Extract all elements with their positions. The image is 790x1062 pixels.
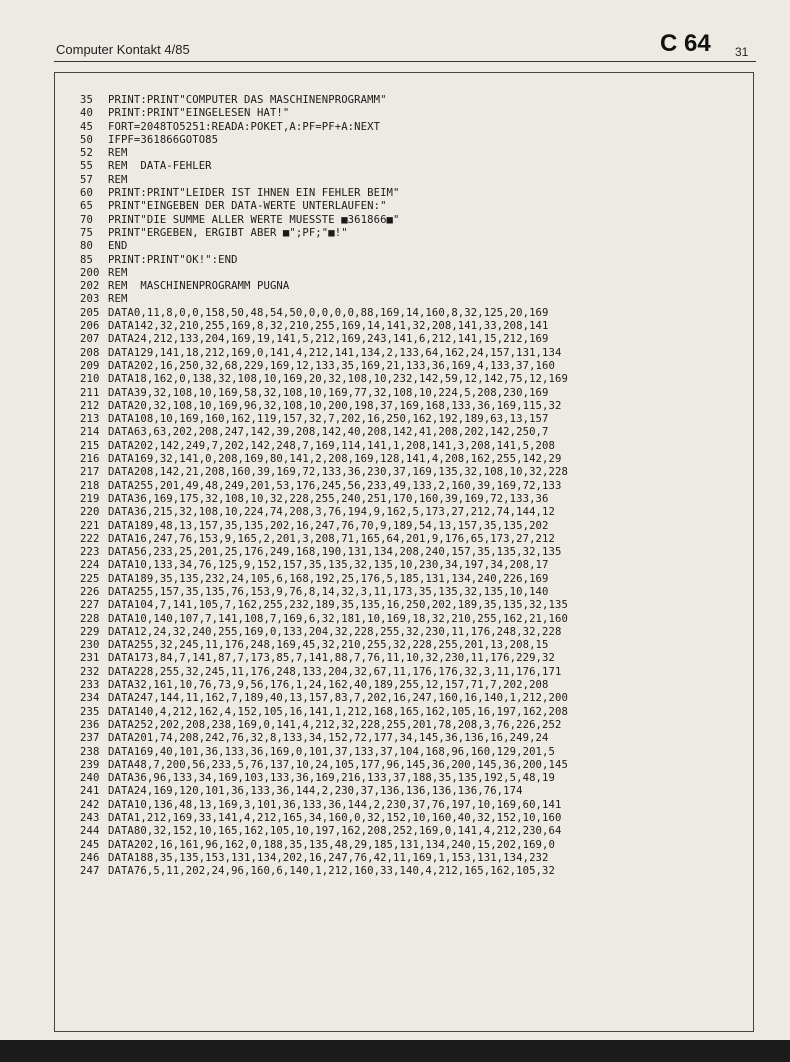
listing-line (80, 200, 568, 213)
line-number: 223 (80, 546, 100, 559)
line-code: DATA140,4,212,162,4,152,105,16,141,1,212,168,165,162,105,16,197,162,208 (108, 705, 568, 718)
line-number: 40 (80, 107, 93, 120)
line-number: 222 (80, 532, 100, 545)
line-number: 205 (80, 306, 100, 319)
listing-line (80, 107, 568, 120)
line-code: DATA202,16,250,32,68,229,169,12,133,35,169,21,133,36,169,4,133,37,160 (108, 359, 555, 372)
page-number: 31 (735, 45, 749, 59)
listing-line (80, 759, 568, 772)
line-code: DATA0,11,8,0,0,158,50,48,54,50,0,0,0,0,88,169,14,160,8,32,125,20,169 (108, 306, 549, 319)
basic-listing (80, 94, 568, 879)
line-code: DATA255,157,35,135,76,153,9,76,8,14,32,3,11,173,35,135,32,135,10,140 (108, 585, 549, 598)
line-code: DATA255,32,245,11,176,248,169,45,32,210,255,32,228,255,201,13,208,15 (108, 639, 549, 652)
listing-line (80, 706, 568, 719)
line-code: DATA10,136,48,13,169,3,101,36,133,36,144,2,230,37,76,197,10,169,60,141 (108, 798, 562, 811)
listing-line (80, 586, 568, 599)
line-code: DATA142,32,210,255,169,8,32,210,255,169,14,141,32,208,141,33,208,141 (108, 320, 549, 333)
line-number: 219 (80, 492, 100, 505)
line-code: DATA201,74,208,242,76,32,8,133,34,152,72,177,34,145,36,136,16,249,24 (108, 732, 549, 745)
line-number: 85 (80, 253, 93, 266)
line-code: DATA188,35,135,153,131,134,202,16,247,76,42,11,169,1,153,131,134,232 (108, 851, 549, 864)
line-number: 75 (80, 226, 93, 239)
listing-line (80, 267, 568, 280)
line-code: REM (108, 266, 128, 279)
listing-line (80, 293, 568, 306)
line-code: DATA228,255,32,245,11,176,248,133,204,32,67,11,176,176,32,3,11,176,171 (108, 665, 562, 678)
listing-line (80, 480, 568, 493)
listing-line (80, 360, 568, 373)
listing-line (80, 333, 568, 346)
listing-line (80, 865, 568, 878)
line-number: 238 (80, 745, 100, 758)
line-code: DATA108,10,169,160,162,119,157,32,7,202,16,250,162,192,189,63,13,157 (108, 413, 549, 426)
line-code: DATA1,212,169,33,141,4,212,165,34,160,0,32,152,10,160,40,32,152,10,160 (108, 812, 562, 825)
line-number: 55 (80, 160, 93, 173)
line-number: 50 (80, 133, 93, 146)
line-number: 245 (80, 838, 100, 851)
listing-line (80, 240, 568, 253)
line-code: DATA80,32,152,10,165,162,105,10,197,162,208,252,169,0,141,4,212,230,64 (108, 825, 562, 838)
line-number: 214 (80, 426, 100, 439)
line-code: PRINT"ERGEBEN, ERGIBT ABER ■";PF;"■!" (108, 226, 348, 239)
line-code: DATA12,24,32,240,255,169,0,133,204,32,228,255,32,230,11,176,248,32,228 (108, 625, 562, 638)
line-code: REM (108, 173, 128, 186)
line-code: FORT=2048TO5251:READA:POKET,A:PF=PF+A:NEXT (108, 120, 381, 133)
line-number: 211 (80, 386, 100, 399)
line-number: 208 (80, 346, 100, 359)
listing-line (80, 94, 568, 107)
listing-line (80, 812, 568, 825)
line-code: PRINT"DIE SUMME ALLER WERTE MUESSTE ■361866■" (108, 213, 400, 226)
listing-line (80, 533, 568, 546)
line-number: 224 (80, 559, 100, 572)
line-number: 60 (80, 187, 93, 200)
line-code: DATA20,32,108,10,169,96,32,108,10,200,198,37,169,168,133,36,169,115,32 (108, 399, 562, 412)
line-code: PRINT"EINGEBEN DER DATA-WERTE UNTERLAUFEN:" (108, 200, 387, 213)
line-code: DATA36,169,175,32,108,10,32,228,255,240,251,170,160,39,169,72,133,36 (108, 492, 549, 505)
line-code: DATA189,35,135,232,24,105,6,168,192,25,176,5,185,131,134,240,226,169 (108, 572, 549, 585)
line-code: PRINT:PRINT"EINGELESEN HAT!" (108, 107, 290, 120)
listing-line (80, 520, 568, 533)
line-number: 244 (80, 825, 100, 838)
listing-line (80, 506, 568, 519)
line-code: DATA32,161,10,76,73,9,56,176,1,24,162,40,189,255,12,157,71,7,202,208 (108, 679, 549, 692)
line-code: DATA48,7,200,56,233,5,76,137,10,24,105,177,96,145,36,200,145,36,200,145 (108, 758, 568, 771)
line-code: DATA169,40,101,36,133,36,169,0,101,37,133,37,104,168,96,160,129,201,5 (108, 745, 555, 758)
line-number: 52 (80, 147, 93, 160)
listing-line (80, 799, 568, 812)
line-number: 70 (80, 213, 93, 226)
line-code: DATA129,141,18,212,169,0,141,4,212,141,134,2,133,64,162,24,157,131,134 (108, 346, 562, 359)
line-number: 213 (80, 413, 100, 426)
line-code: REM DATA-FEHLER (108, 160, 212, 173)
listing-line (80, 413, 568, 426)
listing-line (80, 652, 568, 665)
listing-line (80, 852, 568, 865)
section-title: C 64 (660, 30, 711, 57)
line-code: DATA63,63,202,208,247,142,39,208,142,40,208,142,41,208,202,142,250,7 (108, 426, 549, 439)
line-number: 241 (80, 785, 100, 798)
listing-line (80, 373, 568, 386)
line-code: PRINT:PRINT"OK!":END (108, 253, 238, 266)
listing-line (80, 400, 568, 413)
line-code: REM MASCHINENPROGRAMM PUGNA (108, 280, 290, 293)
line-number: 57 (80, 173, 93, 186)
line-number: 228 (80, 612, 100, 625)
line-number: 218 (80, 479, 100, 492)
listing-line (80, 719, 568, 732)
line-code: DATA208,142,21,208,160,39,169,72,133,36,230,37,169,135,32,108,10,32,228 (108, 466, 568, 479)
line-code: REM (108, 293, 128, 306)
line-code: REM (108, 147, 128, 160)
listing-line (80, 174, 568, 187)
line-code: DATA247,144,11,162,7,189,40,13,157,83,7,202,16,247,160,16,140,1,212,200 (108, 692, 568, 705)
line-code: DATA202,142,249,7,202,142,248,7,169,114,141,1,208,141,3,208,141,5,208 (108, 439, 555, 452)
line-number: 207 (80, 333, 100, 346)
line-number: 230 (80, 639, 100, 652)
listing-line (80, 160, 568, 173)
line-number: 203 (80, 293, 100, 306)
line-number: 246 (80, 851, 100, 864)
line-code: DATA255,201,49,48,249,201,53,176,245,56,233,49,133,2,160,39,169,72,133 (108, 479, 562, 492)
line-number: 206 (80, 320, 100, 333)
listing-line (80, 559, 568, 572)
line-code: DATA16,247,76,153,9,165,2,201,3,208,71,165,64,201,9,176,65,173,27,212 (108, 532, 555, 545)
line-number: 247 (80, 865, 100, 878)
line-code: DATA10,133,34,76,125,9,152,157,35,135,32,135,10,230,34,197,34,208,17 (108, 559, 549, 572)
listing-line (80, 227, 568, 240)
scan-bottom-edge (0, 1040, 790, 1062)
line-number: 217 (80, 466, 100, 479)
listing-line (80, 746, 568, 759)
listing-line (80, 320, 568, 333)
listing-line (80, 121, 568, 134)
line-code: DATA18,162,0,138,32,108,10,169,20,32,108,10,232,142,59,12,142,75,12,169 (108, 373, 568, 386)
line-number: 234 (80, 692, 100, 705)
line-code: DATA39,32,108,10,169,58,32,108,10,169,77,32,108,10,224,5,208,230,169 (108, 386, 549, 399)
listing-line (80, 639, 568, 652)
line-number: 225 (80, 572, 100, 585)
line-number: 227 (80, 599, 100, 612)
line-code: DATA24,212,133,204,169,19,141,5,212,169,243,141,6,212,141,15,212,169 (108, 333, 549, 346)
listing-line (80, 466, 568, 479)
listing-line (80, 426, 568, 439)
line-code: DATA36,96,133,34,169,103,133,36,169,216,133,37,188,35,135,192,5,48,19 (108, 772, 555, 785)
line-number: 216 (80, 453, 100, 466)
line-number: 233 (80, 679, 100, 692)
line-number: 240 (80, 772, 100, 785)
listing-line (80, 666, 568, 679)
listing-line (80, 280, 568, 293)
line-number: 221 (80, 519, 100, 532)
listing-line (80, 573, 568, 586)
listing-line (80, 387, 568, 400)
line-code: PRINT:PRINT"COMPUTER DAS MASCHINENPROGRAMM" (108, 94, 387, 106)
line-code: DATA202,16,161,96,162,0,188,35,135,48,29,185,131,134,240,15,202,169,0 (108, 838, 555, 851)
line-number: 45 (80, 120, 93, 133)
line-number: 210 (80, 373, 100, 386)
line-number: 220 (80, 506, 100, 519)
line-number: 65 (80, 200, 93, 213)
listing-line (80, 440, 568, 453)
listing-line (80, 732, 568, 745)
line-code: DATA56,233,25,201,25,176,249,168,190,131,134,208,240,157,35,135,32,135 (108, 546, 562, 559)
listing-line (80, 772, 568, 785)
line-code: DATA76,5,11,202,24,96,160,6,140,1,212,160,33,140,4,212,165,162,105,32 (108, 865, 555, 878)
line-number: 236 (80, 718, 100, 731)
listing-line (80, 839, 568, 852)
line-number: 231 (80, 652, 100, 665)
line-number: 226 (80, 585, 100, 598)
listing-line (80, 613, 568, 626)
listing-line (80, 134, 568, 147)
line-code: DATA173,84,7,141,87,7,173,85,7,141,88,7,76,11,10,32,230,11,176,229,32 (108, 652, 555, 665)
line-code: IFPF=361866GOTO85 (108, 133, 219, 146)
line-number: 239 (80, 758, 100, 771)
listing-line (80, 546, 568, 559)
line-number: 212 (80, 399, 100, 412)
listing-line (80, 626, 568, 639)
listing-line (80, 692, 568, 705)
listing-line (80, 187, 568, 200)
listing-line (80, 453, 568, 466)
listing-line (80, 493, 568, 506)
listing-line (80, 785, 568, 798)
line-number: 209 (80, 359, 100, 372)
line-code: PRINT:PRINT"LEIDER IST IHNEN EIN FEHLER BEIM" (108, 187, 400, 200)
line-code: DATA169,32,141,0,208,169,80,141,2,208,169,128,141,4,208,162,255,142,29 (108, 453, 562, 466)
line-number: 200 (80, 266, 100, 279)
line-number: 35 (80, 94, 93, 106)
listing-line (80, 254, 568, 267)
line-code: DATA189,48,13,157,35,135,202,16,247,76,70,9,189,54,13,157,35,135,202 (108, 519, 549, 532)
line-code: DATA252,202,208,238,169,0,141,4,212,32,228,255,201,78,208,3,76,226,252 (108, 718, 562, 731)
line-number: 80 (80, 240, 93, 253)
listing-line (80, 679, 568, 692)
line-number: 237 (80, 732, 100, 745)
line-code: DATA104,7,141,105,7,162,255,232,189,35,135,16,250,202,189,35,135,32,135 (108, 599, 568, 612)
listing-line (80, 599, 568, 612)
magazine-issue: Computer Kontakt 4/85 (56, 42, 190, 57)
header-rule (54, 61, 756, 62)
line-number: 232 (80, 665, 100, 678)
listing-line (80, 347, 568, 360)
listing-line (80, 307, 568, 320)
listing-line (80, 214, 568, 227)
listing-line (80, 825, 568, 838)
line-number: 215 (80, 439, 100, 452)
line-code: DATA10,140,107,7,141,108,7,169,6,32,181,10,169,18,32,210,255,162,21,160 (108, 612, 568, 625)
line-number: 202 (80, 280, 100, 293)
line-code: DATA36,215,32,108,10,224,74,208,3,76,194,9,162,5,173,27,212,74,144,12 (108, 506, 555, 519)
line-code: DATA24,169,120,101,36,133,36,144,2,230,37,136,136,136,136,76,174 (108, 785, 523, 798)
line-number: 235 (80, 705, 100, 718)
line-number: 242 (80, 798, 100, 811)
line-number: 243 (80, 812, 100, 825)
line-number: 229 (80, 625, 100, 638)
listing-line (80, 147, 568, 160)
line-code: END (108, 240, 128, 253)
